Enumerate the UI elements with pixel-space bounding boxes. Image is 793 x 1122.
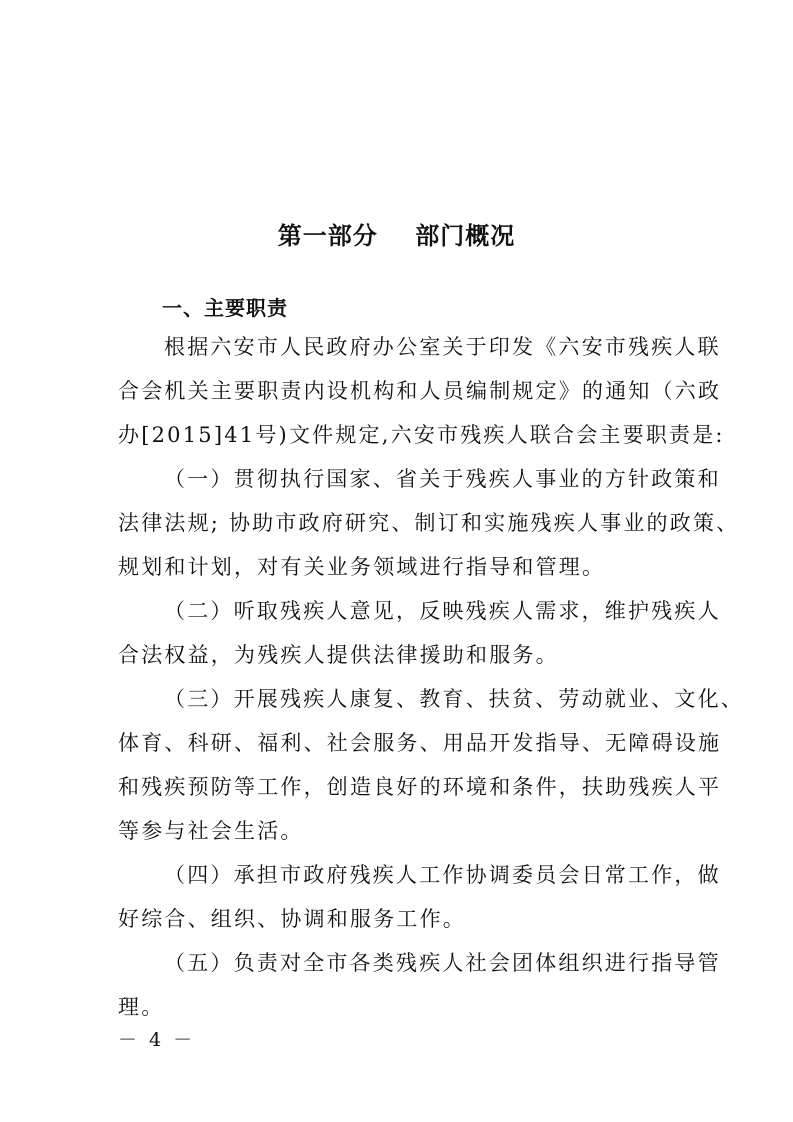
paragraph-line: 规划和计划，对有关业务领域进行指导和管理。 [118,555,606,579]
paragraph-line: （三）开展残疾人康复、教育、扶贫、劳动就业、文化、 [164,687,744,711]
paragraph-line: （二）听取残疾人意见，反映残疾人需求，维护残疾人 [164,599,721,623]
paragraph-line: 体育、科研、福利、社会服务、用品开发指导、无障碍设施 [118,731,722,755]
paragraph-line: （五）负责对全市各类残疾人社会团体组织进行指导管 [164,951,721,975]
paragraph-line: 合会机关主要职责内设机构和人员编制规定》的通知（六政 [118,379,722,403]
paragraph-line: 办[2015]41号)文件规定,六安市残疾人联合会主要职责是: [118,423,725,447]
paragraph-line: 理。 [118,995,165,1019]
paragraph-line: 根据六安市人民政府办公室关于印发《六安市残疾人联 [164,335,721,359]
paragraph-line: （一）贯彻执行国家、省关于残疾人事业的方针政策和 [164,467,721,491]
section-heading: 一、主要职责 [162,296,288,320]
paragraph-line: （四）承担市政府残疾人工作协调委员会日常工作，做 [164,863,721,887]
paragraph-line: 法律法规; 协助市政府研究、制订和实施残疾人事业的政策、 [118,511,740,535]
paragraph-line: 好综合、组织、协调和服务工作。 [118,907,466,931]
paragraph-line: 等参与社会生活。 [118,819,304,843]
page-number: － 4 － [118,1029,196,1051]
page-title: 第一部分 部门概况 [277,222,516,250]
paragraph-line: 合法权益，为残疾人提供法律援助和服务。 [118,643,559,667]
paragraph-line: 和残疾预防等工作，创造良好的环境和条件，扶助残疾人平 [118,775,722,799]
